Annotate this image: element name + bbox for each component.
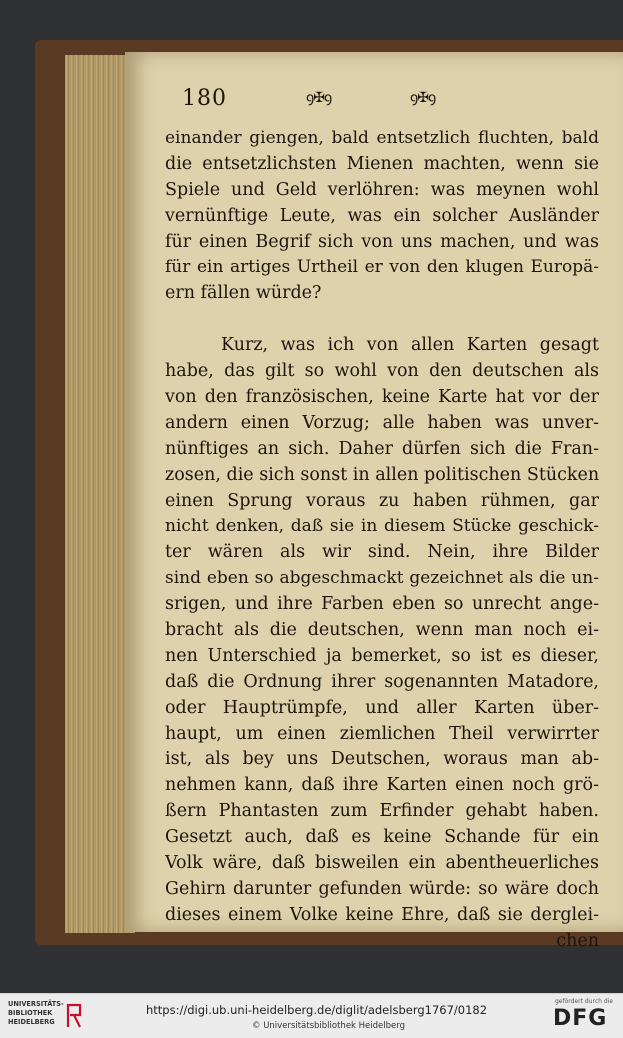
header-ornament-right: ꝯ✠ꝯ [410, 90, 436, 106]
text-line: von den französischen, keine Karte hat vor der [165, 387, 599, 408]
header-ornament-left: ꝯ✠ꝯ [306, 90, 332, 106]
text-line: Kurz, was ich von allen Karten gesagt [221, 335, 599, 356]
text-line: dieses einem Volke keine Ehre, daß sie derglei- [165, 904, 599, 925]
text-line: Gehirn darunter gefunden würde: so wäre doch [165, 878, 599, 899]
text-line: für einen Begrif sich von uns machen, und was [165, 231, 599, 252]
text-line: oder Hauptrümpfe, und aller Karten über- [165, 697, 599, 718]
text-line: nicht denken, daß sie in diesem Stücke geschick- [165, 516, 599, 537]
text-line: andern einen Vorzug; alle haben was unver- [165, 412, 599, 433]
text-line: haupt, um einen ziemlichen Theil verwirrter [165, 723, 599, 744]
copyright-notice: © Universitätsbibliothek Heidelberg [252, 1021, 406, 1031]
page-number: 180 [182, 86, 227, 111]
text-line: ist, als bey uns Deutschen, woraus man ab- [165, 749, 599, 770]
text-line: Spiele und Geld verlöhren: was meynen wohl [165, 179, 599, 200]
text-line: für ein artiges Urtheil er von den klugen Europä- [165, 257, 599, 278]
text-line: einander giengen, bald entsetzlich fluchten, bald [165, 128, 599, 148]
permalink-url[interactable]: https://digi.ub.uni-heidelberg.de/diglit/adelsberg1767/0182 [146, 1003, 488, 1017]
text-line: ern fällen würde? [165, 283, 322, 304]
paragraph-gap [165, 307, 599, 333]
text-line: ßern Phantasten zum Erfinder gehabt haben. [165, 801, 599, 822]
library-name-line: HEIDELBERG [8, 1018, 55, 1026]
library-name-line: BIBLIOTHEK [8, 1009, 53, 1017]
text-line: einen Sprung voraus zu haben rühmen, gar [165, 490, 599, 511]
text-line: Gesetzt auch, daß es keine Schande für ein [165, 827, 599, 848]
text-line: zosen, die sich sonst in allen politischen Stücken [165, 464, 599, 485]
text-line: sind eben so abgeschmackt gezeichnet als die un- [165, 568, 599, 589]
funding-note: gefördert durch die [555, 998, 613, 1005]
text-line: nehmen kann, daß ihre Karten einen noch grö- [165, 775, 599, 796]
text-line: habe, das gilt so wohl von den deutschen als [165, 361, 599, 382]
library-logo-icon [66, 1001, 82, 1029]
viewer-footer [0, 993, 623, 1038]
body-text [165, 126, 599, 955]
library-name-line: UNIVERSITÄTS- [8, 1000, 64, 1008]
text-line: bracht als die deutschen, wenn man noch ei- [165, 620, 599, 641]
text-line: srigen, und ihre Farben eben so unrecht ange- [165, 594, 599, 615]
text-line: ter wären als wir sind. Nein, ihre Bilder [165, 542, 599, 563]
text-line: vernünftige Leute, was ein solcher Ausländer [165, 205, 599, 226]
catchword: chen [556, 930, 599, 951]
text-line: nen Unterschied ja bemerket, so ist es dieser, [165, 645, 599, 666]
text-line: nünftiges an sich. Daher dürfen sich die Fran- [165, 438, 599, 459]
text-line: daß die Ordnung ihrer sogenannten Matadore, [165, 671, 599, 692]
text-line: Volk wäre, daß bisweilen ein abentheuerliches [165, 853, 599, 874]
dfg-logo: DFG [553, 1006, 608, 1031]
text-line: die entsetzlichsten Mienen machten, wenn sie [165, 153, 599, 174]
